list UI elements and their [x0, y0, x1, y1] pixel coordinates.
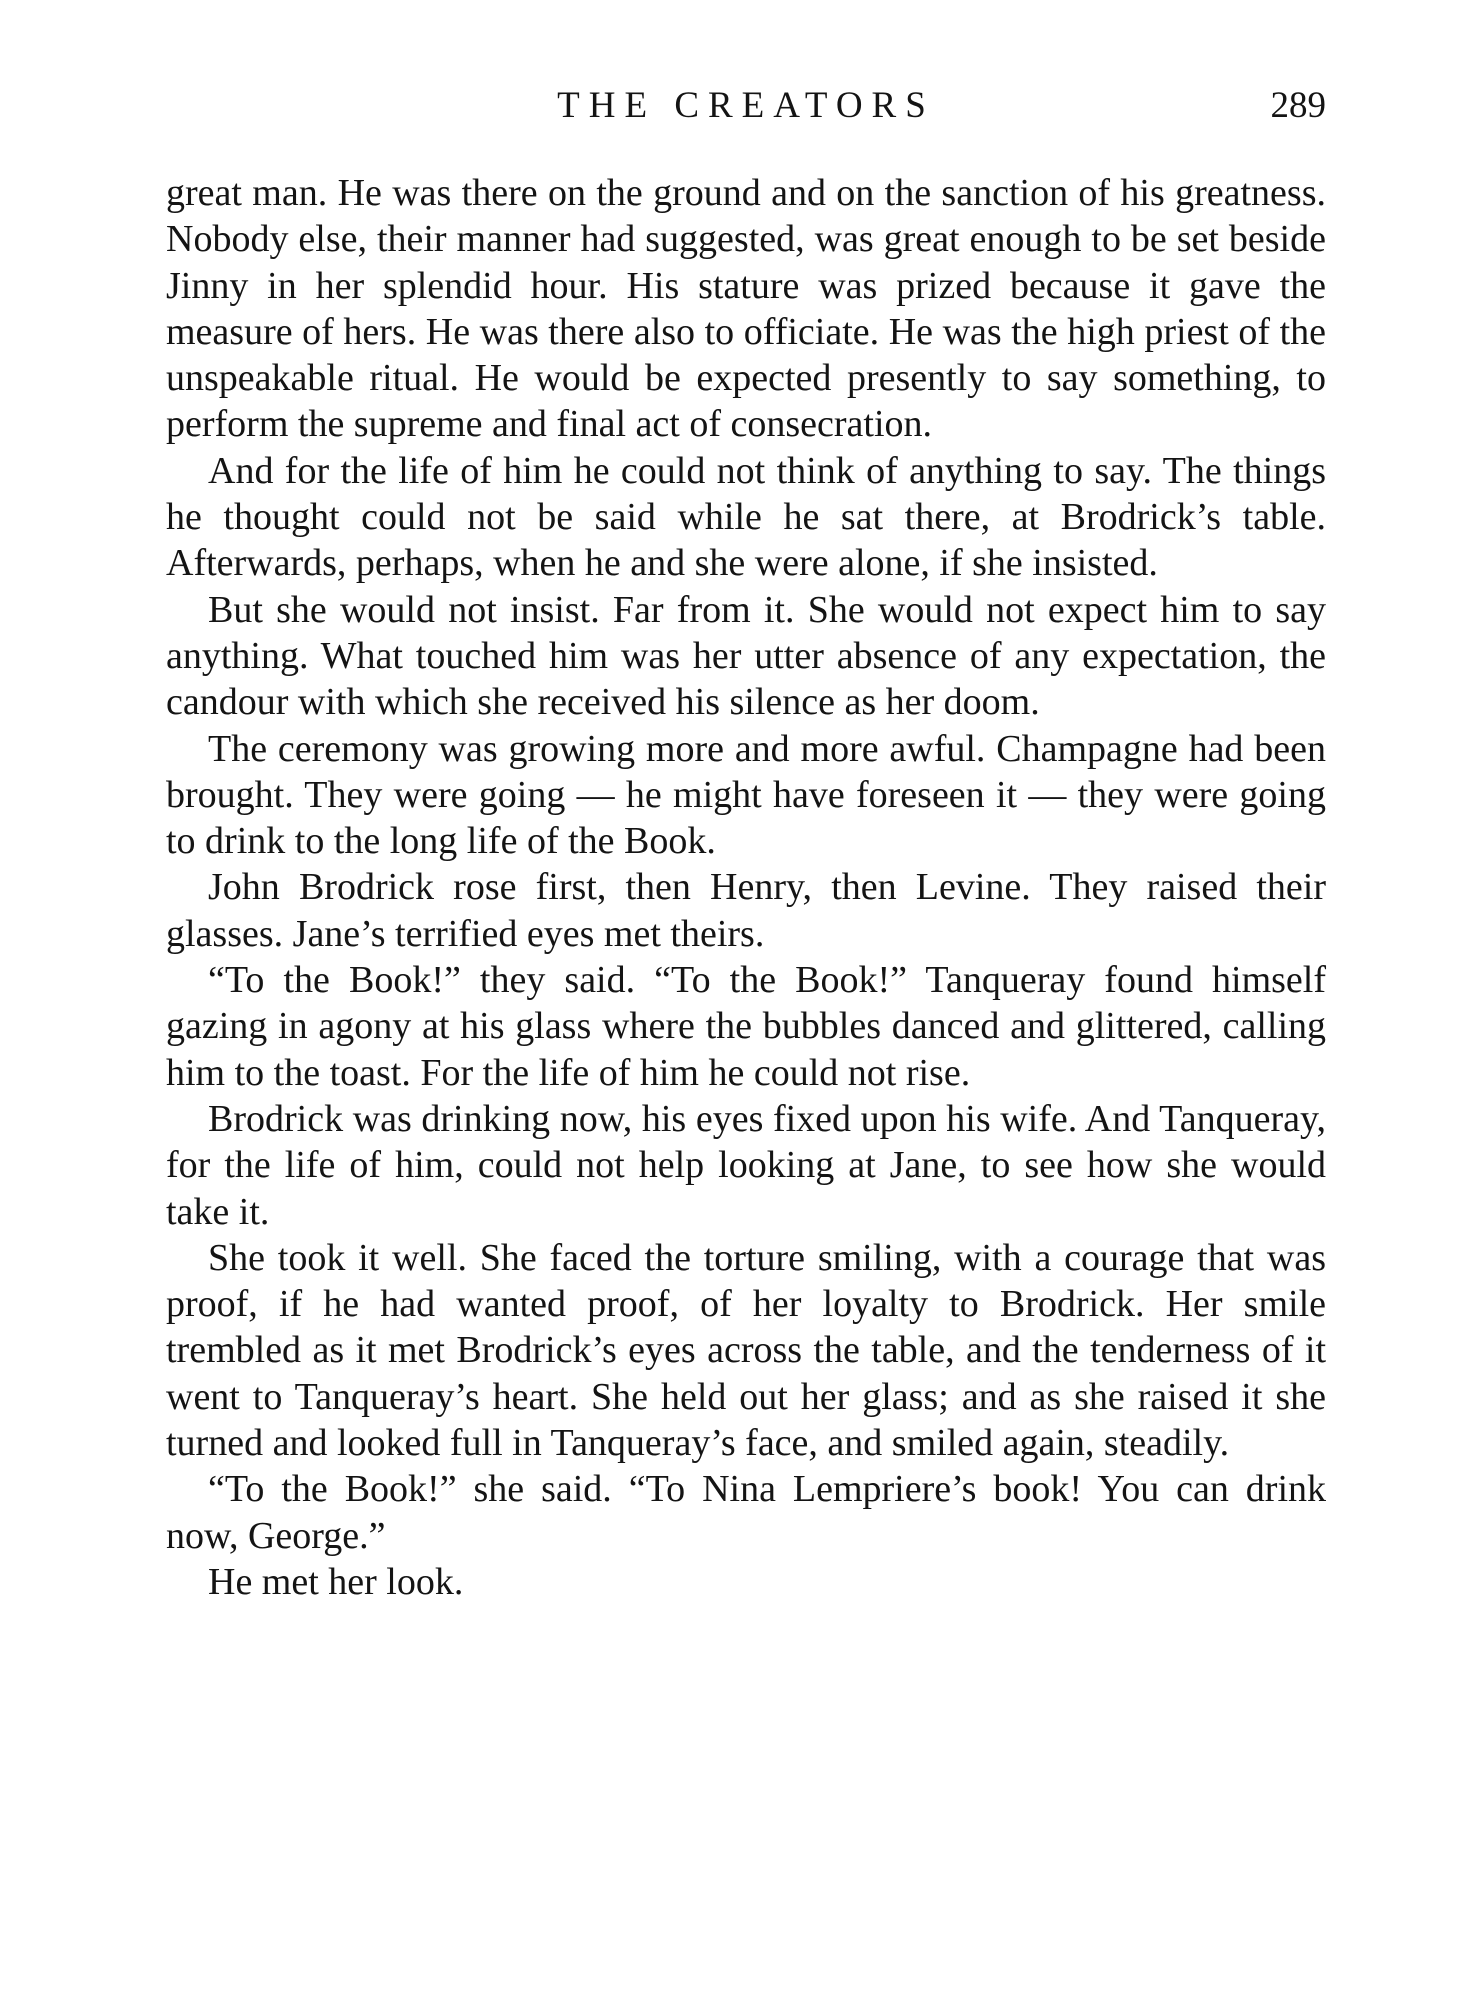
paragraph: great man. He was there on the ground and on the sanction of his greatness. Nobody else, their manner had suggested, was great enough to be set beside Jinny in her splendid hour. His stature was prized because it gave the measure of hers. He was there also to officiate. He was the high priest of the unspeakable ritual. He would be expected presently to say something, to perform the supreme and final act of consecration. — [166, 172, 1326, 446]
paragraph: But she would not insist. Far from it. She would not expect him to say anything. What touched him was her utter absence of any expectation, the candour with which she received his silence as her doom. — [166, 588, 1326, 724]
paragraph: The ceremony was growing more and more awful. Champagne had been brought. They were going — he might have foreseen it — they were going to drink to the long life of the Book. — [166, 727, 1326, 863]
body-text — [166, 170, 1326, 1605]
paragraph: He met her look. — [208, 1560, 464, 1603]
paragraph: And for the life of him he could not think of anything to say. The things he thought could not be said while he sat there, at Brodrick’s table. Afterwards, perhaps, when he and she were alone, if she insisted. — [166, 449, 1326, 585]
page-header — [166, 80, 1326, 132]
running-title: THE CREATORS — [557, 85, 935, 126]
book-page — [166, 80, 1326, 1605]
page-number: 289 — [1270, 85, 1326, 126]
paragraph: “To the Book!” they said. “To the Book!” Tanqueray found himself gazing in agony at his glass where the bubbles danced and glittered, calling him to the toast. For the life of him he could not rise. — [166, 959, 1326, 1094]
paragraph: “To the Book!” she said. “To Nina Lempriere’s book! You can drink now, George.” — [166, 1468, 1326, 1557]
paragraph: She took it well. She faced the torture smiling, with a courage that was proof, if he had wanted proof, of her loyalty to Brodrick. Her smile trembled as it met Brodrick’s eyes across the table, and the tenderness of it went to Tanqueray’s heart. She held out her glass; and as she raised it she turned and looked full in Tanqueray’s face, and smiled again, steadily. — [166, 1236, 1326, 1465]
paragraph: John Brodrick rose first, then Henry, then Levine. They raised their glasses. Jane’s terrified eyes met theirs. — [166, 866, 1326, 955]
paragraph: Brodrick was drinking now, his eyes fixed upon his wife. And Tanqueray, for the life of him, could not help looking at Jane, to see how she would take it. — [166, 1097, 1326, 1233]
